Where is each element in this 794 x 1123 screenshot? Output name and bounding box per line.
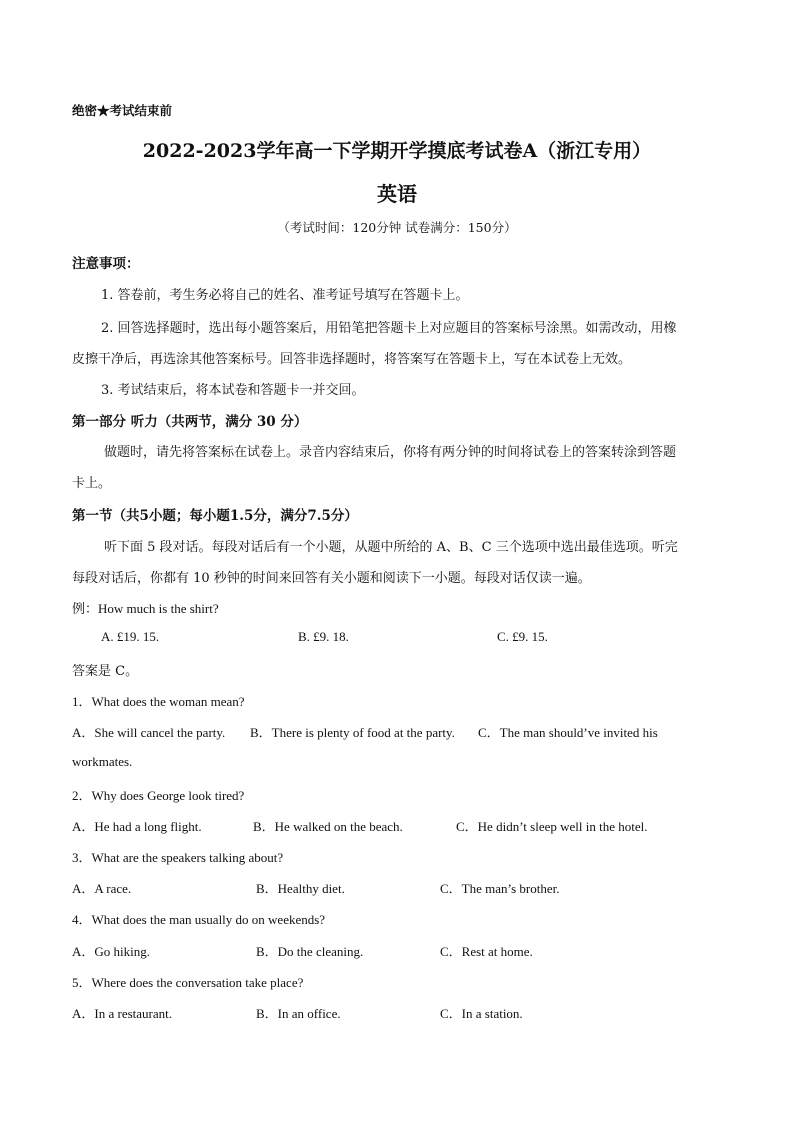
exam-title: 2022-2023学年高一下学期开学摸底考试卷A（浙江专用） xyxy=(142,140,652,162)
question-2-option-c: C．He didn’t sleep well in the hotel. xyxy=(456,819,648,834)
question-4-option-c: C．Rest at home. xyxy=(440,944,533,959)
question-2-stem: 2．Why does George look tired? xyxy=(72,788,245,803)
example-question: 例：How much is the shirt? xyxy=(72,601,219,616)
question-2-option-b: B．He walked on the beach. xyxy=(253,819,403,834)
part1-heading: 第一部分 听力（共两节，满分 30 分） xyxy=(72,414,308,430)
question-3-stem: 3．What are the speakers talking about? xyxy=(72,850,284,865)
question-5-option-a: A．In a restaurant. xyxy=(72,1006,172,1021)
subject-title: 英语 xyxy=(377,182,417,206)
exam-info: （考试时间：120分钟 试卷满分：150分） xyxy=(277,220,517,235)
notice-heading: 注意事项： xyxy=(72,256,140,272)
notice-item-1: 1. 答卷前，考生务必将自己的姓名、准考证号填写在答题卡上。 xyxy=(101,288,469,303)
question-4-option-a: A．Go hiking. xyxy=(72,944,151,959)
question-1-option-b: B．There is plenty of food at the party. xyxy=(250,725,455,740)
section1-heading: 第一节（共5小题；每小题1.5分，满分7.5分） xyxy=(72,508,358,524)
question-3-option-a: A．A race. xyxy=(72,881,132,896)
secret-label: 绝密★考试结束前 xyxy=(72,103,173,118)
example-option-c: C. £9. 15. xyxy=(497,629,548,644)
section1-instructions: 听下面 5 段对话。每段对话后有一个小题，从题中所给的 A、B、C 三个选项中选出最佳选项。听完 xyxy=(104,540,678,555)
example-option-b: B. £9. 18. xyxy=(298,629,349,644)
example-answer: 答案是 C。 xyxy=(72,664,139,679)
part1-instructions: 做题时，请先将答案标在试卷上。录音内容结束后，你将有两分钟的时间将试卷上的答案转涂到答题 xyxy=(104,445,677,460)
question-2-option-a: A．He had a long flight. xyxy=(72,819,202,834)
question-5-option-b: B．In an office. xyxy=(256,1006,341,1021)
notice-item-3: 3. 考试结束后，将本试卷和答题卡一并交回。 xyxy=(101,383,365,398)
question-4-stem: 4．What does the man usually do on weekends? xyxy=(72,912,326,927)
question-5-stem: 5．Where does the conversation take place? xyxy=(72,975,304,990)
question-3-option-b: B．Healthy diet. xyxy=(256,881,345,896)
question-1-option-c: C．The man should’ve invited his xyxy=(478,725,658,740)
section1-instructions-cont: 每段对话后，你都有 10 秒钟的时间来回答有关小题和阅读下一小题。每段对话仅读一遍。 xyxy=(72,571,591,586)
question-1-option-c-cont: workmates. xyxy=(72,754,133,769)
question-3-option-c: C．The man’s brother. xyxy=(440,881,560,896)
question-5-option-c: C．In a station. xyxy=(440,1006,523,1021)
notice-item-2-cont: 皮擦干净后，再选涂其他答案标号。回答非选择题时，将答案写在答题卡上，写在本试卷上无效。 xyxy=(72,352,632,367)
question-4-option-b: B．Do the cleaning. xyxy=(256,944,364,959)
example-option-a: A. £19. 15. xyxy=(101,629,160,644)
notice-item-2: 2. 回答选择题时，选出每小题答案后，用铅笔把答题卡上对应题目的答案标号涂黑。如需改动，用橡 xyxy=(101,321,677,336)
part1-instructions-cont: 卡上。 xyxy=(72,476,112,491)
question-1-option-a: A．She will cancel the party. xyxy=(72,725,226,740)
question-1-stem: 1．What does the woman mean? xyxy=(72,694,245,709)
